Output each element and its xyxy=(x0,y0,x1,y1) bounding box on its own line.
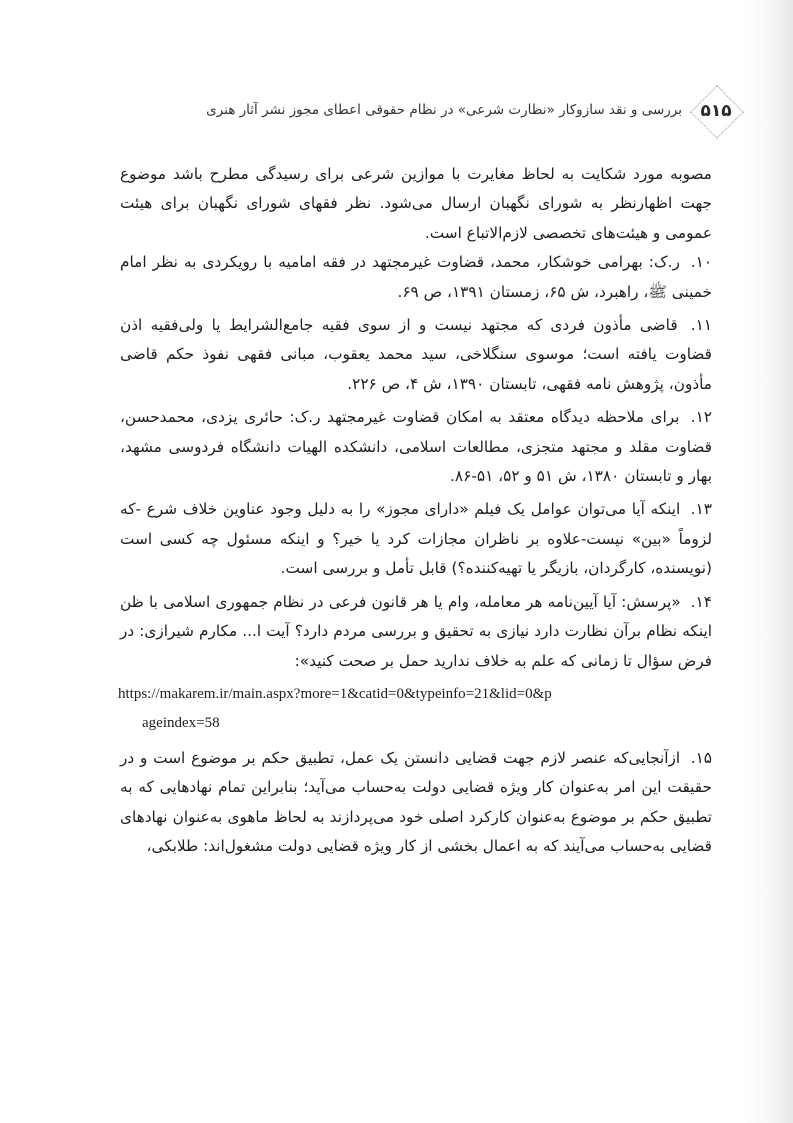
footnote-number: ۱۵. xyxy=(690,748,712,767)
footnote-text: «پرسش: آیا آیین‌نامه هر معامله، وام یا هر قانون فرعی در نظام جمهوری اسلامی با ظن اینکه نظام برآن نظارت دارد نیازی به تحقیق و بررسی مردم دارد؟ آیت ا... مکارم شیرازی: در فرض سؤال تا زمانی که علم به خلاف ندارید حمل بر صحت کنید»: xyxy=(120,592,712,670)
url-line-1: https://makarem.ir/main.aspx?more=1&catid=0&typeinfo=21&lid=0&p xyxy=(118,685,552,702)
running-title: بررسی و نقد سازوکار «نظارت شرعی» در نظام حقوقی اعطای مجوز نشر آثار هنری xyxy=(206,102,682,118)
footnote-text: برای ملاحظه دیدگاه معتقد به امکان قضاوت غیرمجتهد ر.ک: حائری یزدی، محمدحسن، قضاوت مقلد و مجتهد متجزی، مطالعات اسلامی، دانشکده الهیات دانشگاه فردوسی مشهد، بهار و تابستان ۱۳۸۰، ش ۵۱ و ۵۲، ۵۱-۸۶. xyxy=(120,408,712,486)
footnote-text: قاضی مأذون فردی که مجتهد نیست و از سوی فقیه جامع‌الشرایط یا ولی‌فقیه اذن قضاوت یافته است؛ موسوی سنگلاخی، سید محمد یعقوب، مبانی فقهی نفوذ حکم قاضی مأذون، پژوهش نامه فقهی، تابستان ۱۳۹۰، ش ۴، ص ۲۲۶. xyxy=(120,316,712,393)
page-body xyxy=(120,160,712,866)
url-line-2: ageindex=58 xyxy=(142,714,220,731)
source-url xyxy=(118,680,710,738)
intro-paragraph: مصوبه مورد شکایت به لحاظ مغایرت با موازین شرعی برای رسیدگی مطرح باشد موضوع جهت اظهارنظر به شورای نگهبان ارسال می‌شود. نظر فقهای شورای نگهبان برای هیئت عمومی و هیئت‌های تخصصی لازم‌الاتباع است. xyxy=(120,165,712,242)
footnote-text: ازآنجایی‌که عنصر لازم جهت قضایی دانستن یک عمل، تطبیق حکم بر موضوع است و در حقیقت این امر به‌عنوان کار ویژه قضایی دولت به‌حساب می‌آید؛ بنابراین تمام نهادهایی که به تطبیق حکم بر موضوع به‌عنوان کارکرد اصلی خود می‌پردازند به لحاظ ماهوی به‌عنوان نهادهای قضایی به‌حساب می‌آیند که به اعمال بخشی از کار ویژه قضایی دولت مشغول‌اند: طلابکی، xyxy=(120,748,712,856)
footnote-number: ۱۲. xyxy=(690,408,712,427)
footnote-14 xyxy=(120,588,712,676)
footnote-number: ۱۱. xyxy=(690,316,712,335)
page-header xyxy=(118,92,738,136)
footnote-number: ۱۰. xyxy=(690,253,712,272)
footnote-number: ۱۴. xyxy=(690,592,712,611)
page-number: ۵۱۵ xyxy=(694,92,738,130)
footnote-number: ۱۳. xyxy=(690,500,712,519)
footnote-11 xyxy=(120,311,712,399)
footnote-text: اینکه آیا می‌توان عوامل یک فیلم «دارای مجوز» را به دلیل وجود عناوین خلاف شرع -که لزوماً «بین» نیست-علاوه بر ناظران مجازات کرد یا خیر؟ و اینکه مسئول چه کسی است (نویسنده، کارگردان، بازیگر یا تهیه‌کننده؟) قابل تأمل و بررسی است. xyxy=(120,500,712,578)
footnote-10 xyxy=(120,248,712,307)
footnote-15 xyxy=(120,744,712,862)
footnote-13 xyxy=(120,495,712,583)
footnote-12 xyxy=(120,403,712,491)
scan-edge-shadow xyxy=(745,0,793,1123)
footnote-text: ر.ک: بهرامی خوشکار، محمد، قضاوت غیرمجتهد در فقه امامیه با رویکردی به نظر امام خمینی ﷺ، راهبرد، ش ۶۵، زمستان ۱۳۹۱، ص ۶۹. xyxy=(120,253,712,301)
